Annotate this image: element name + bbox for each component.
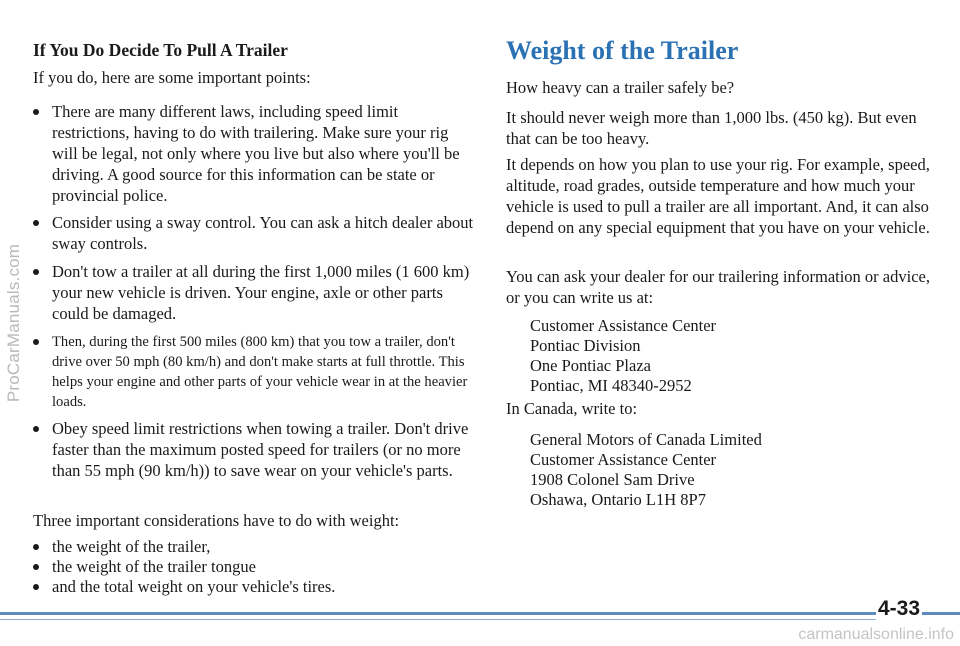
address-line: Customer Assistance Center [530, 316, 717, 335]
us-address [530, 316, 716, 396]
bullet-icon [33, 220, 39, 226]
weight-intro: Three important considerations have to do with weight: [33, 511, 400, 530]
section-heading: Weight of the Trailer [506, 36, 739, 65]
bullet-item [33, 418, 478, 481]
footer-rule [0, 612, 960, 615]
side-watermark [2, 0, 26, 646]
bullet-icon [33, 584, 39, 590]
section-subheading: If You Do Decide To Pull A Trailer [33, 40, 288, 60]
canada-address [530, 430, 762, 510]
body-paragraph: You can ask your dealer for our trailering information or advice, or you can write us at: [506, 267, 930, 307]
bullet-text: There are many different laws, including speed limit restrictions, having to do with trailering. Make sure your rig will be legal, not only where you live but also where you'll be driving. A good source for this information can be state or provincial police. [52, 102, 460, 205]
page-number: 4-33 [877, 597, 920, 620]
weight-item [33, 576, 335, 597]
bullet-text: Obey speed limit restrictions when towing a trailer. Don't drive faster than the maximum posted speed for trailers (or no more than 55 mph (90 km/h)) to save wear on your vehicle's parts. [52, 419, 469, 480]
bullet-icon [33, 564, 39, 570]
bullet-text: Then, during the first 500 miles (800 km) that you tow a trailer, don't drive over 50 mph (80 km/h) and don't make starts at full throttle. This helps your engine and other parts of your vehicle wear in at the heavier loads. [52, 334, 468, 410]
address-line: 1908 Colonel Sam Drive [530, 470, 695, 489]
weight-item-text: the weight of the trailer, [52, 537, 211, 556]
side-watermark-text: ProCarManuals.com [4, 243, 23, 403]
body-paragraph: How heavy can a trailer safely be? [506, 78, 735, 97]
canada-intro: In Canada, write to: [506, 399, 638, 418]
address-line: One Pontiac Plaza [530, 356, 651, 375]
intro-paragraph: If you do, here are some important points: [33, 68, 311, 87]
bullet-icon [33, 269, 39, 275]
address-line: Oshawa, Ontario L1H 8P7 [530, 490, 706, 509]
address-line: General Motors of Canada Limited [530, 430, 762, 449]
bullet-item [33, 212, 478, 254]
bullet-item [33, 101, 478, 206]
bullet-text: Don't tow a trailer at all during the first 1,000 miles (1 600 km) your new vehicle is driven. Your engine, axle or other parts could be damaged. [52, 262, 470, 323]
weight-item [33, 536, 210, 557]
bullet-icon [33, 544, 39, 550]
address-line: Pontiac Division [530, 336, 641, 355]
body-paragraph: It depends on how you plan to use your rig. For example, speed, altitude, road grades, outside temperature and how much your vehicle is used to pull a trailer are all important. And, it can also depend on any special equipment that you have on your vehicle. [506, 155, 930, 237]
bullet-icon [33, 109, 39, 115]
bullet-text: Consider using a sway control. You can ask a hitch dealer about sway controls. [52, 213, 474, 253]
footer-rule-thin [0, 619, 900, 620]
bottom-watermark: carmanualsonline.info [798, 626, 954, 643]
bullet-icon [33, 426, 39, 432]
bullet-item [33, 332, 478, 412]
address-line: Pontiac, MI 48340-2952 [530, 376, 692, 395]
body-paragraph: It should never weigh more than 1,000 lbs. (450 kg). But even that can be too heavy. [506, 108, 917, 148]
weight-item-text: and the total weight on your vehicle's tires. [52, 577, 336, 596]
address-line: Customer Assistance Center [530, 450, 717, 469]
bullet-icon [33, 339, 39, 345]
bullet-item [33, 261, 478, 324]
weight-item-text: the weight of the trailer tongue [52, 557, 256, 576]
weight-item [33, 556, 256, 577]
